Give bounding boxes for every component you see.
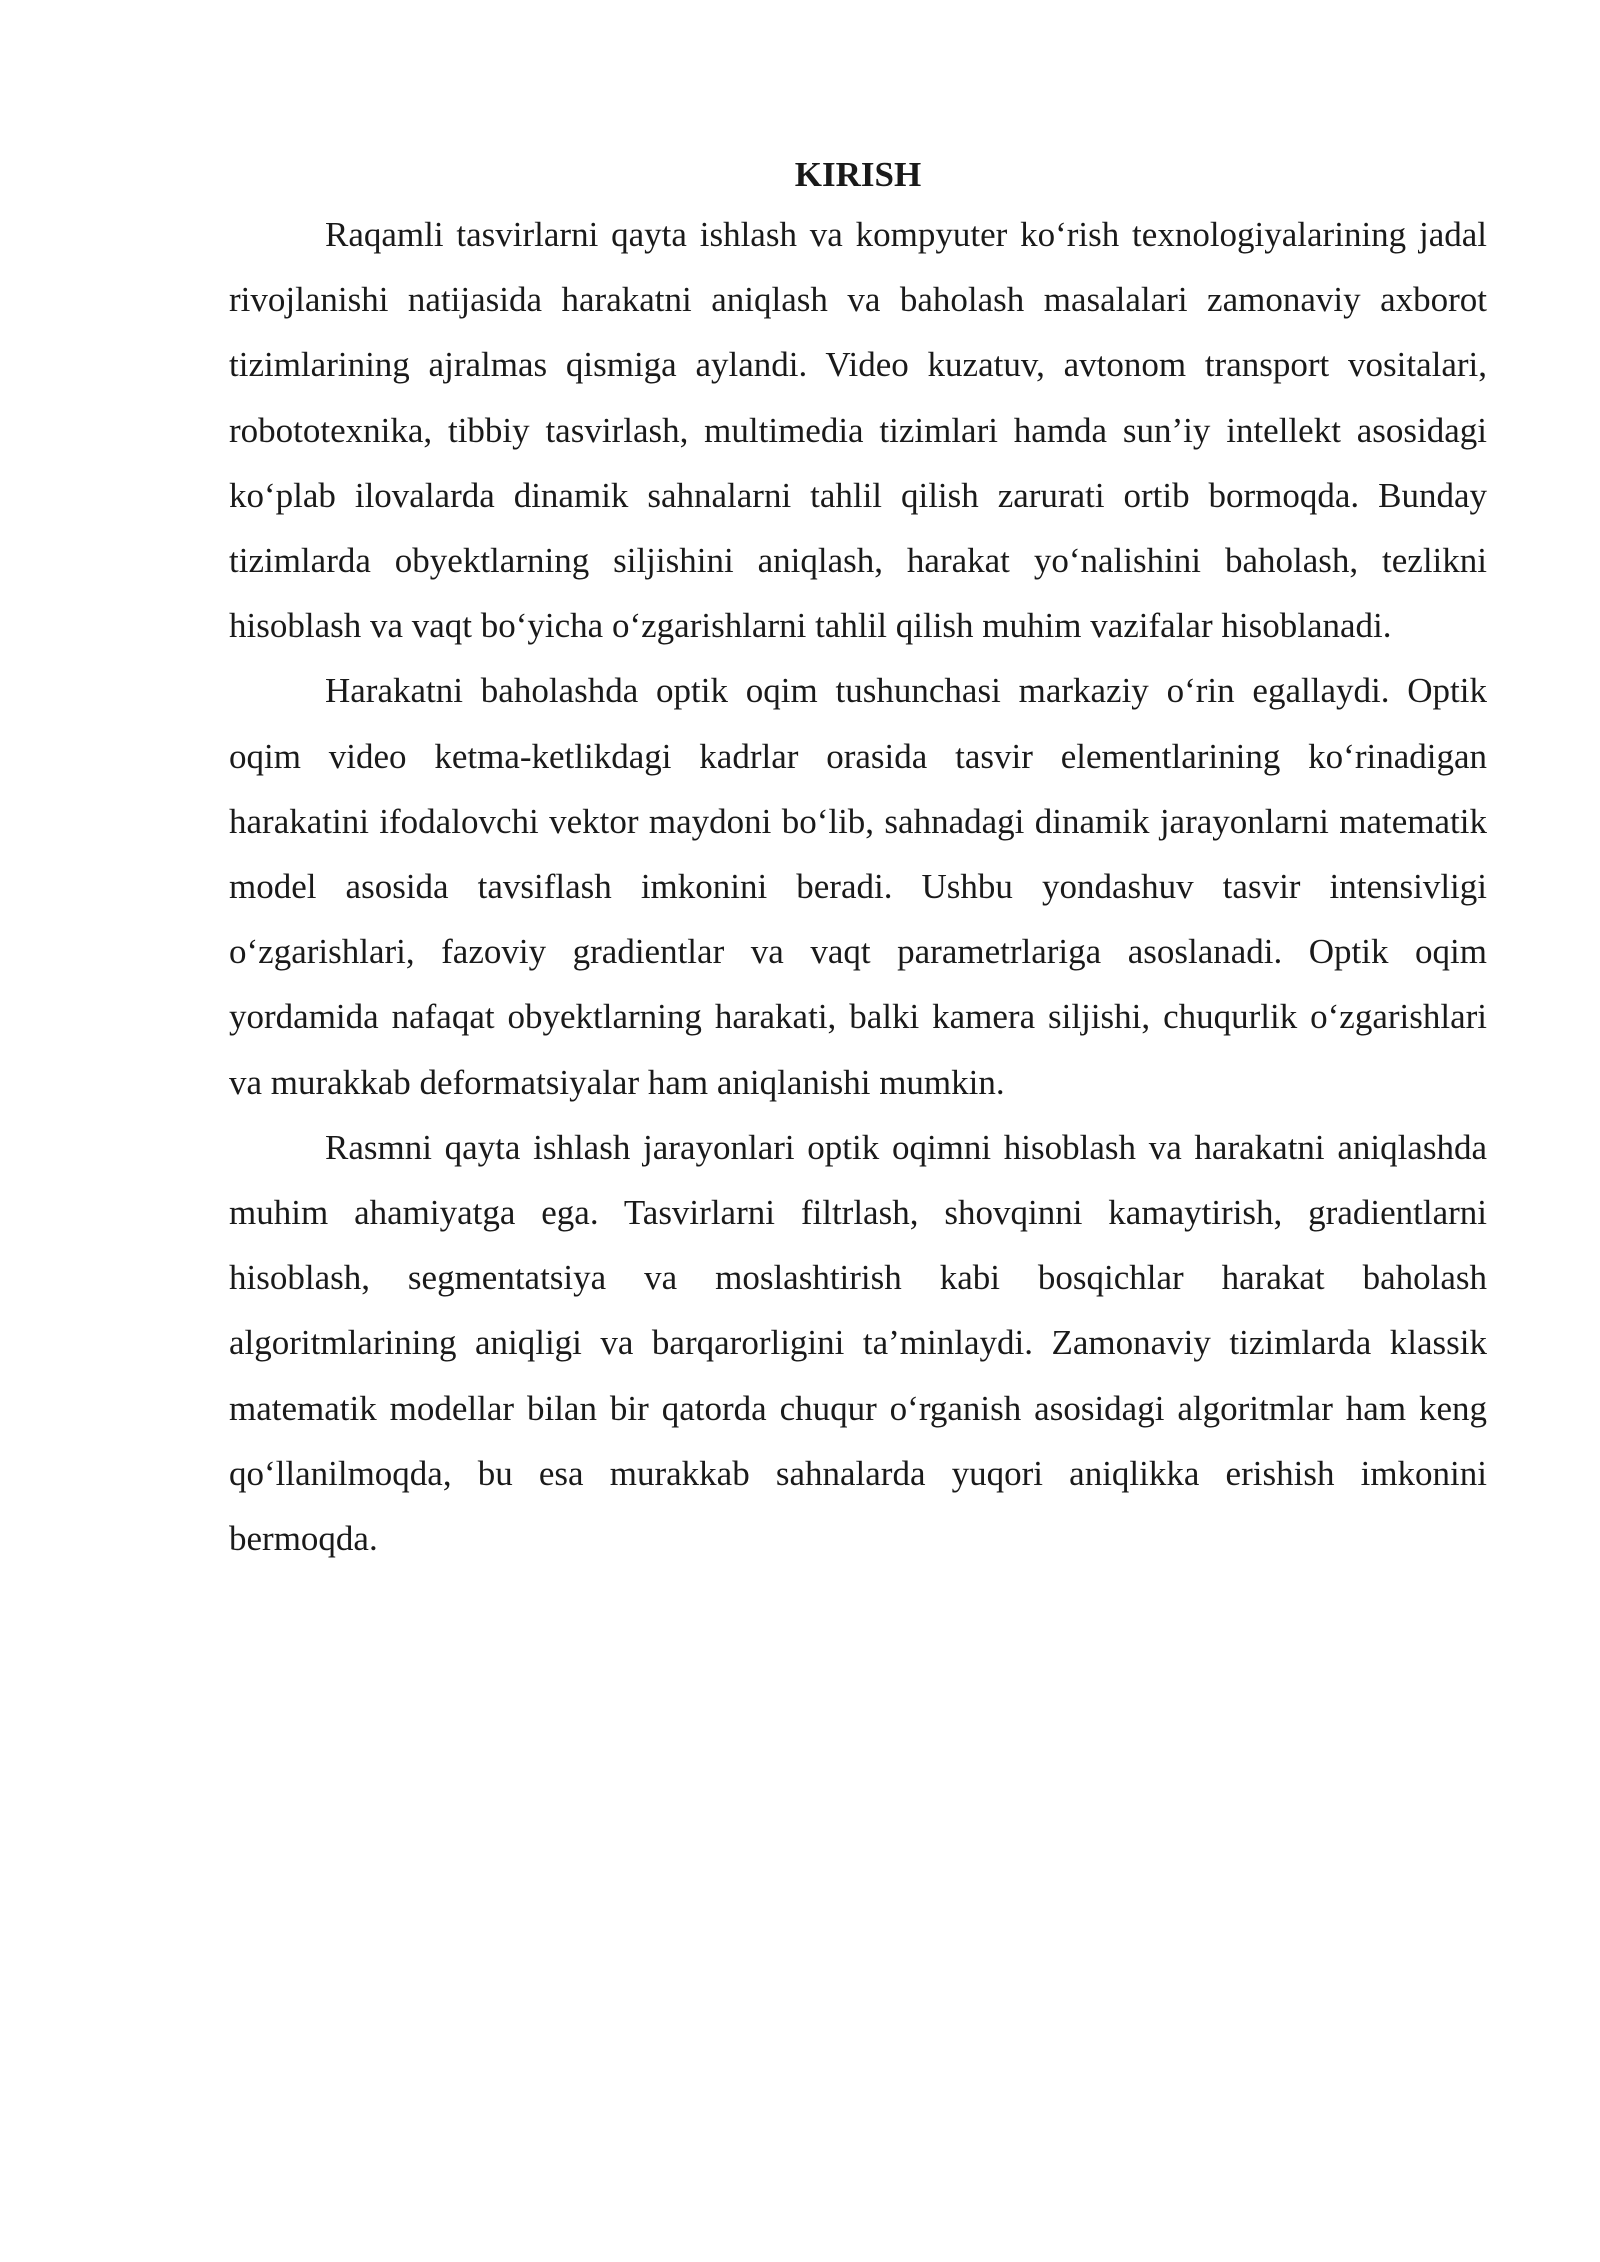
- paragraph: Harakatni baholashda optik oqim tushunchasi markaziy o‘rin egallaydi. Optik oqim video ketma-ketlikdagi kadrlar orasida tasvir elementlarining ko‘rinadigan harakatini ifodalovchi vektor maydoni bo‘lib, sahnadagi dinamik jarayonlarni matematik model asosida tavsiflash imkonini beradi. Ushbu yondashuv tasvir intensivligi o‘zgarishlari, fazoviy gradientlar va vaqt parametrlariga asoslanadi. Optik oqim yordamida nafaqat obyektlarning harakati, balki kamera siljishi, chuqurlik o‘zgarishlari va murakkab deformatsiyalar ham aniqlanishi mumkin.: [229, 671, 1487, 1102]
- paragraph: Raqamli tasvirlarni qayta ishlash va kompyuter ko‘rish texnologiyalarining jadal rivojlanishi natijasida harakatni aniqlash va baholash masalalari zamonaviy axborot tizimlarining ajralmas qismiga aylandi. Video kuzatuv, avtonom transport vositalari, robototexnika, tibbiy tasvirlash, multimedia tizimlari hamda sun’iy intellekt asosidagi ko‘plab ilovalarda dinamik sahnalarni tahlil qilish zarurati ortib bormoqda. Bunday tizimlarda obyektlarning siljishini aniqlash, harakat yo‘nalishini baholash, tezlikni hisoblash va vaqt bo‘yicha o‘zgarishlarni tahlil qilish muhim vazifalar hisoblanadi.: [229, 215, 1487, 646]
- document-body: [229, 148, 1487, 1571]
- paragraph: Rasmni qayta ishlash jarayonlari optik oqimni hisoblash va harakatni aniqlashda muhim ahamiyatga ega. Tasvirlarni filtrlash, shovqinni kamaytirish, gradientlarni hisoblash, segmentatsiya va moslashtirish kabi bosqichlar harakat baholash algoritmlarining aniqligi va barqarorligini ta’minlaydi. Zamonaviy tizimlarda klassik matematik modellar bilan bir qatorda chuqur o‘rganish asosidagi algoritmlar ham keng qo‘llanilmoqda, bu esa murakkab sahnalarda yuqori aniqlikka erishish imkonini bermoqda.: [229, 1127, 1487, 1559]
- section-title: KIRISH: [794, 155, 922, 194]
